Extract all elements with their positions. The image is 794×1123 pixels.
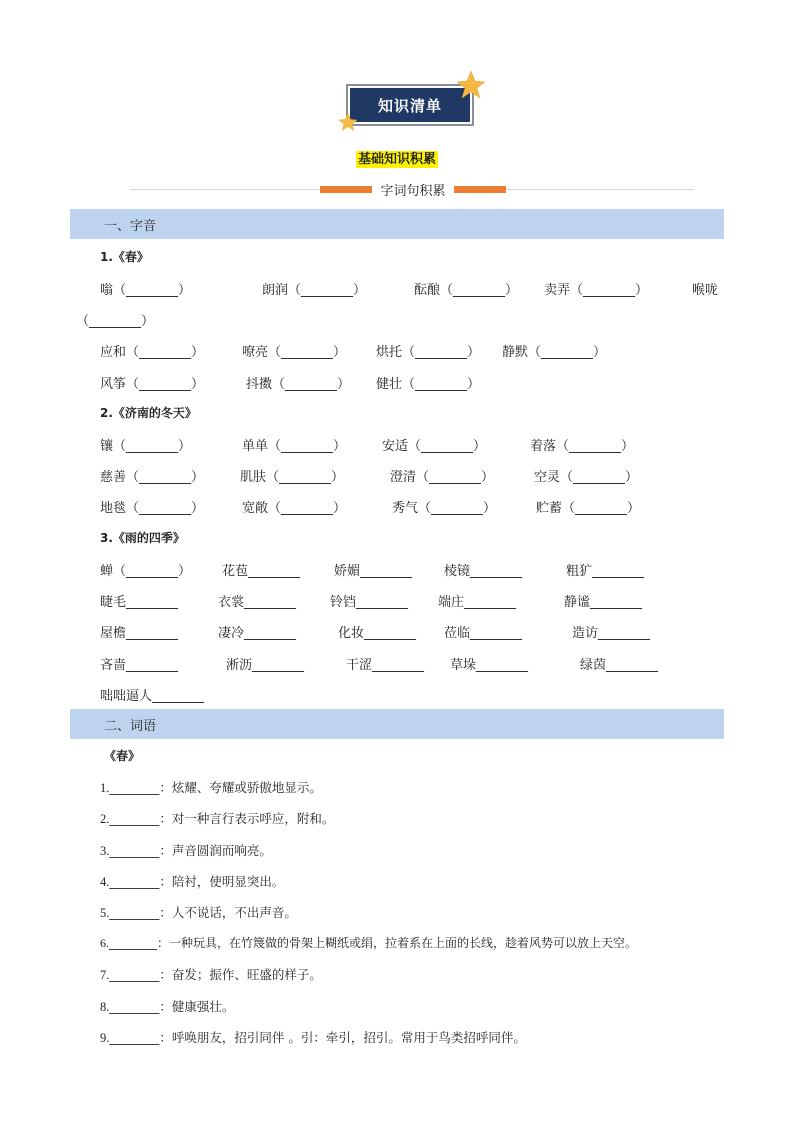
definition-item: 8.________：健康强壮。 [100,999,235,1014]
pinyin-item: 蝉（________） [100,564,192,579]
lesson-title: 《春》 [104,749,141,763]
pinyin-item: 化妆________ [338,626,417,641]
star-icon [456,70,486,100]
lesson-title: 3.《雨的四季》 [100,531,185,545]
pinyin-item: 空灵（________） [534,470,639,485]
divider-label: 字词句积累 [372,180,454,199]
pinyin-item: 宽敞（________） [242,501,347,516]
pinyin-item: 吝啬________ [100,658,179,673]
pinyin-item: 干涩________ [346,658,425,673]
section-header-zi-yin: 一、字音 [70,209,724,239]
definition-item: 3.________：声音圆润而响亮。 [100,843,272,858]
section-header-ci-yu: 二、词语 [70,709,724,739]
pinyin-item: 静谧________ [564,595,643,610]
pinyin-item: 嗡（________） [100,283,192,298]
pinyin-item: 着落（________） [530,439,635,454]
pinyin-item: 卖弄（________） [544,283,649,298]
pinyin-item: 绿茵________ [580,658,659,673]
pinyin-item: 睫毛________ [100,595,179,610]
pinyin-item: 喉咙 [692,283,719,298]
pinyin-item: 朗润（________） [262,283,367,298]
definition-item: 4.________：陪衬，使明显突出。 [100,874,285,889]
pinyin-item: 抖擞（________） [246,377,351,392]
definition-item: 6.________：一种玩具，在竹篾做的骨架上糊纸或绢，拉着系在上面的长线，趁着风势可以放上天空。 [100,936,638,950]
pinyin-item: 酝酿（________） [414,283,519,298]
lesson-title: 2.《济南的冬天》 [100,406,197,420]
lesson-title: 1.《春》 [100,250,149,264]
pinyin-item: 造访________ [572,626,651,641]
definition-item: 9.________：呼唤朋友，招引同伴 。引：牵引，招引。常用于鸟类招呼同伴。 [100,1030,526,1045]
pinyin-item: 凄冷________ [218,626,297,641]
pinyin-item: 镶（________） [100,439,192,454]
pinyin-item: 贮蓄（________） [536,501,641,516]
pinyin-item: 应和（________） [100,345,205,360]
pinyin-item: 静默（________） [502,345,607,360]
pinyin-item: 屋檐________ [100,626,179,641]
divider-accent-left [320,186,372,193]
pinyin-item: 莅临________ [444,626,523,641]
pinyin-item: 端庄________ [438,595,517,610]
definition-item: 1.________：炫耀、夸耀或骄傲地显示。 [100,780,322,795]
pinyin-item: 肌肤（________） [240,470,345,485]
divider-accent-right [454,186,506,193]
page-subtitle: 基础知识积累 [357,152,436,167]
definition-item: 2.________：对一种言行表示呼应，附和。 [100,811,335,826]
pinyin-item: 地毯（________） [100,501,205,516]
pinyin-item: 铃铛________ [330,595,409,610]
pinyin-item: 棱镜________ [444,564,523,579]
pinyin-item: 草垛________ [450,658,529,673]
pinyin-item: 慈善（________） [100,470,205,485]
star-icon [338,112,358,132]
pinyin-item: 秀气（________） [392,501,497,516]
pinyin-item: 澄清（________） [390,470,495,485]
pinyin-item: （________） [76,314,155,329]
pinyin-item: 咄咄逼人________ [100,689,205,704]
pinyin-item: 衣裳________ [218,595,297,610]
title-badge [346,84,474,126]
definition-item: 7.________：奋发；振作、旺盛的样子。 [100,967,322,982]
pinyin-item: 风筝（________） [100,377,205,392]
definition-item: 5.________：人不说话，不出声音。 [100,905,297,920]
pinyin-item: 烘托（________） [376,345,481,360]
pinyin-item: 粗犷________ [566,564,645,579]
pinyin-item: 娇媚________ [334,564,413,579]
pinyin-item: 安适（________） [382,439,487,454]
badge-title: 知识清单 [350,88,470,122]
pinyin-item: 健壮（________） [376,377,481,392]
pinyin-item: 淅沥________ [226,658,305,673]
pinyin-item: 花苞________ [222,564,301,579]
pinyin-item: 单单（________） [242,439,347,454]
pinyin-item: 嘹亮（________） [242,345,347,360]
